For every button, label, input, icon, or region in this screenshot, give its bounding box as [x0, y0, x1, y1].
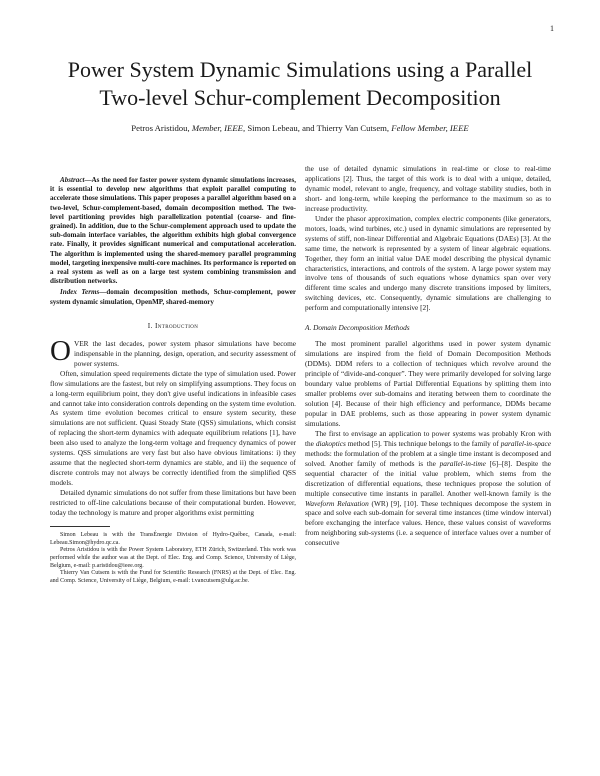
section-heading-introduction: I. Introduction	[147, 320, 199, 330]
index-terms	[50, 288, 296, 306]
p4-text-b: method [5]. This technique belongs to the family of	[345, 438, 501, 448]
author-3-role: Fellow Member, IEEE	[391, 123, 469, 133]
author-1-role: Member, IEEE,	[191, 123, 246, 133]
p4-text-a: The first to envisage an application to power systems was probably Kron with the	[305, 428, 551, 448]
intro-paragraph-2: Often, simulation speed requirements dictate the type of simulation used. Power flow simulations are the fastest, but rely on simplifying assumptions. They focus on a long-term equilibrium point, they don't give useful indications in infeasible cases and cannot take into consideration controls depending on the system time evolution. As system time evolution becomes critical to ensure system security, these simulations are not sufficient. Quasi Steady State (QSS) simulations, which consist of replacing the short-term dynamics with adequate equilibrium relations [1], have been also used to analyze the long-term voltage and frequency dynamics of power systems. QSS simulations are very fast but also have obvious limitations: i) they assume that the neglected short-term dynamics are stable, and ii) the sequence of discrete controls may not always be correctly identified from the simplified QSS models.	[50, 368, 296, 488]
footnote-van-cutsem: Thierry Van Cutsem is with the Fund for Scientific Research (FNRS) at the Dept. of Elec. Eng. and Comp. Science, University of Liège, Belgium, e-mail: t.vancutsem@ulg.ac.be.	[50, 570, 296, 585]
index-terms-lead: Index Terms	[60, 288, 100, 297]
intro-paragraph-3: Detailed dynamic simulations do not suffer from these limitations but have been restricted to off-line calculations because of their computational burden. However, today the technology is mature and proper algorithms exist permitting	[50, 488, 296, 517]
p4-term-parallel-in-space: parallel-in-space	[500, 438, 551, 448]
page-number: 1	[550, 24, 554, 33]
right-paragraph-2: Under the phasor approximation, complex electric components (like generators, motors, loads, wind turbines, etc.) used in dynamic simulations are represented by systems of stiff, non-linear Differential and Algebraic Equations (DAEs) [3]. At the same time, the network is represented by a system of linear algebraic equations. Together, they form an initial value DAE model describing the physical dynamic characteristics, interactions, and controls of the system. A large power system may involve tens of thousands of such equations whose dynamics span over very different time scales and undergo many discrete transitions imposed by limiters, switching devices, etc. Consequently, dynamic simulations are challenging to perform and computationally intensive [2].	[305, 213, 551, 313]
p4-text-e: (WR) [9], [10]. These techniques decompose the system in space and solve each sub-domain for several time instances (time window interval) before exchanging the interface values. Hence, these values consist of waveforms from neighboring sub-systems (i.e. a sequence of interface values over a number of consecutive	[305, 498, 551, 548]
abstract	[50, 176, 296, 286]
intro-paragraph-1-text: VER the last decades, power system phasor simulations have become indispensable in the planning, design, operation, and security assessment of power systems.	[73, 338, 296, 368]
subsection-heading-ddm: A. Domain Decomposition Methods	[305, 323, 410, 333]
author-1: Petros Aristidou,	[131, 123, 190, 133]
right-paragraph-3: The most prominent parallel algorithms used in power system dynamic simulations are inspired from the field of Domain Decomposition Methods (DDMs). DDM refers to a collection of techniques which revolve around the principle of “divide-and-conquer”. They were primarily developed for solving large boundary value problems of Partial Differential Equations by splitting them into smaller problems over sub-domains and iterating between them to coordinate the solution [4]. Because of their high efficiency and performance, DDMs became popular in DAE problems, such as those appearing in power system dynamic simulations.	[305, 339, 551, 428]
p4-term-diakoptics: diakoptics	[315, 438, 346, 448]
right-paragraph-1: the use of detailed dynamic simulations in real-time or close to real-time applications [2]. Thus, the target of this work is to deal with a unique, detailed, dynamic model, relevant to angle, frequency, and voltage stability studies, both in short- and long-term, while keeping the performance to the maximum so as to increase productivity.	[305, 164, 551, 213]
footnote-aristidou: Petros Aristidou is with the Power System Laboratory, ETH Zürich, Switzerland. This work was performed while the author was at the Dept. of Elec. Eng. and Comp. Science, University of Liège, Belgium, e-mail: p.aristidou@ieee.org.	[50, 547, 296, 569]
index-terms-text: —domain decomposition methods, Schur-complement, power system dynamic simulation, OpenMP, shared-memory	[50, 288, 296, 306]
p4-text-c: methods: the formulation of the problem at a single time instant is decomposed and solved. Another family of methods is the	[305, 448, 551, 468]
author-list	[20, 123, 580, 134]
author-2-and-3: Simon Lebeau, and Thierry Van Cutsem,	[247, 123, 390, 133]
right-column	[305, 164, 551, 548]
intro-paragraph-1	[50, 334, 296, 369]
footnote-lebeau: Simon Lebeau is with the TransÉnergie Division of Hydro-Québec, Canada, e-mail: Lebeau.Simon@hydro.qc.ca.	[50, 531, 296, 546]
title-line-1: Power System Dynamic Simulations using a Parallel	[67, 57, 533, 82]
dropcap-letter: O	[50, 334, 71, 367]
abstract-lead: Abstract	[60, 176, 85, 184]
right-paragraph-4	[305, 429, 551, 548]
p4-term-waveform-relaxation: Waveform Relaxation	[305, 498, 369, 508]
abstract-text: —As the need for faster power system dynamic simulations increases, it is essential to develop new algorithms that exploit parallel computing to accelerate those simulations. This paper proposes a parallel algorithm based on a two-level, Schur-complement-based, domain decomposition method. The two-level partitioning provides high parallelization potential (coarse- and fine-grained). In addition, due to the Schur-complement approach used to update the sub-domain interface variables, the algorithm exhibits high global convergence rate. Finally, it provides significant numerical and computational acceleration. The algorithm is implemented using the shared-memory parallel programming model, targeting inexpensive multi-core machines. Its performance is reported on a real system as well as on a large test system combining transmission and distribution networks.	[50, 176, 296, 286]
left-column	[50, 176, 296, 586]
p4-term-parallel-in-time: parallel-in-time	[439, 458, 486, 468]
footnote-rule	[50, 526, 110, 527]
paper-title	[20, 56, 580, 112]
title-line-2: Two-level Schur-complement Decomposition	[99, 85, 501, 110]
p4-text-d: [6]–[8]. Despite the sequential character of the initial value problem, which stems from the discretization of differential equations, these techniques propose the solution of multiple consecutive time instants in parallel. Another well-known family is the	[305, 458, 551, 498]
